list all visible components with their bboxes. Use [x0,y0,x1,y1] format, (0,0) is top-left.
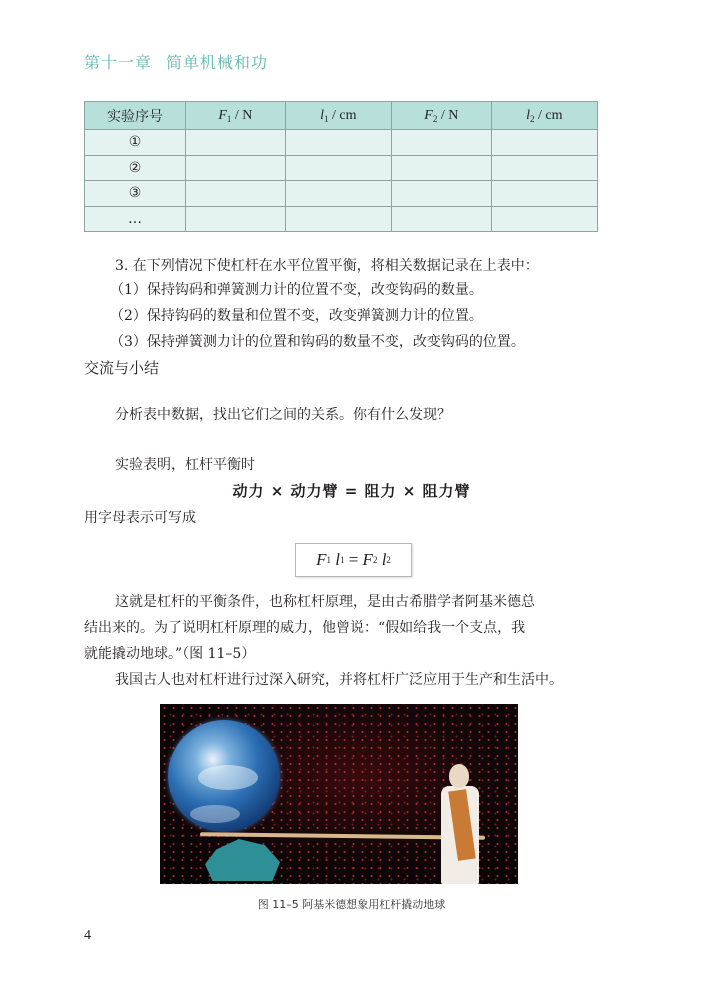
cell[interactable] [491,155,597,181]
formula-sub: 1 [326,555,331,565]
earth-globe [168,720,280,832]
paragraph-1-line-2: 结出来的。为了说明杠杆原理的威力，他曾说：“假如给我一个支点，我 [84,620,526,636]
cell[interactable] [285,181,391,207]
table-row [85,155,598,181]
paragraph-1-line-1: 这就是杠杆的平衡条件，也称杠杆原理，是由古希腊学者阿基米德总 [115,594,535,610]
paragraph-2: 我国古人也对杠杆进行过深入研究，并将杠杆广泛应用于生产和生活中。 [115,672,563,688]
cloud [198,765,258,790]
figure-caption: 图 11–5 阿基米德想象用杠杆撬动地球 [257,898,446,911]
cloud [190,805,240,823]
archimedes-lever-illustration [160,704,518,884]
cell[interactable] [491,206,597,232]
letter-form-intro: 用字母表示可写成 [84,510,196,526]
step-3-item-2: （2）保持钩码的数量和位置不变，改变弹簧测力计的位置。 [110,308,483,324]
formula-sub: 2 [372,555,378,565]
formula-sub: 2 [386,555,391,565]
col-l2: $l_2$ / cm [491,102,597,130]
col-l1: $l_1$ / cm [285,102,391,130]
cell[interactable] [285,206,391,232]
row-seq: ③ [85,181,186,207]
analysis-question: 分析表中数据，找出它们之间的关系。你有什么发现？ [115,407,451,423]
experiment-conclusion-intro: 实验表明，杠杆平衡时 [115,457,255,473]
cell[interactable] [491,130,597,156]
formula-f1: F [316,550,327,569]
formula-sub: 1 [339,555,345,565]
row-seq: ② [85,155,186,181]
cell[interactable] [391,181,491,207]
table-header-row [85,102,598,130]
step-3-item-3: （3）保持弹簧测力计的位置和钩码的数量不变，改变钩码的位置。 [110,334,525,350]
chapter-title: 简单机械和功 [166,53,269,72]
cell[interactable] [285,155,391,181]
experiment-table [84,101,598,232]
cell[interactable] [186,130,286,156]
formula-f2: F [362,550,373,569]
section-heading: 交流与小结 [84,359,160,377]
table-row [85,130,598,156]
row-seq: … [85,206,186,232]
cell[interactable] [186,155,286,181]
col-f2: $F_2$ / N [391,102,491,130]
cell[interactable] [186,206,286,232]
chapter-number: 第十一章 [84,53,153,72]
table-row [85,206,598,232]
archimedes-figure [435,764,483,884]
step-3-text: 3. 在下列情况下使杠杆在水平位置平衡，将相关数据记录在上表中： [115,258,539,274]
head [449,764,469,788]
chapter-header [84,50,268,73]
cell[interactable] [491,181,597,207]
col-seq: 实验序号 [85,102,186,130]
row-seq: ① [85,130,186,156]
page-number: 4 [84,928,91,943]
cell[interactable] [186,181,286,207]
cell[interactable] [391,206,491,232]
formula-equals: = [348,550,359,569]
table-row [85,181,598,207]
cell[interactable] [285,130,391,156]
word-equation: 动力 × 动力臂 = 阻力 × 阻力臂 [232,482,471,500]
formula-l1: l [335,550,340,569]
step-3-item-1: （1）保持钩码和弹簧测力计的位置不变，改变钩码的数量。 [110,282,483,298]
cell[interactable] [391,130,491,156]
cell[interactable] [391,155,491,181]
formula-l2: l [381,550,387,569]
col-f1: $F_1$ / N [186,102,286,130]
lever-formula-box [295,543,412,577]
paragraph-1-line-3: 就能撬动地球。”（图 11–5） [84,646,256,662]
